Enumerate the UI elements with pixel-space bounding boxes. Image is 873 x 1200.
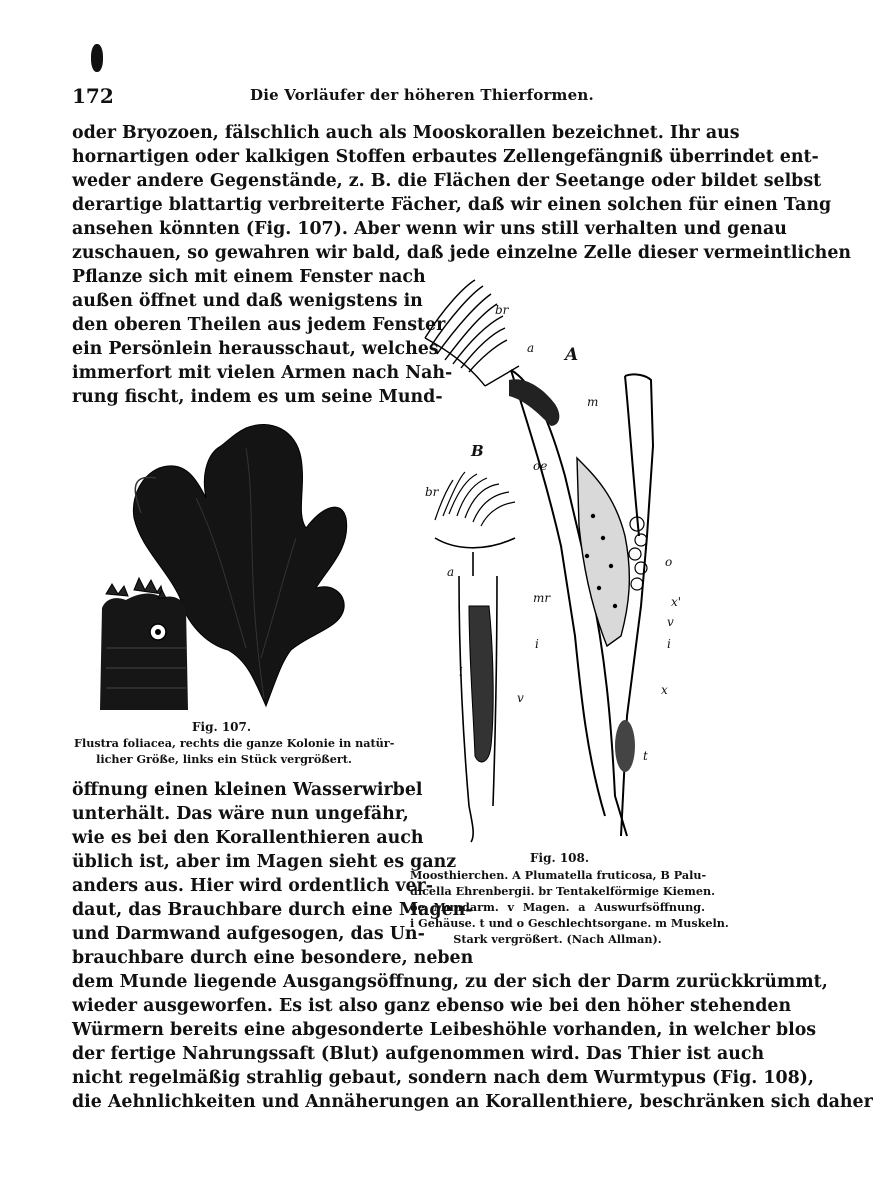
text-line: Pflanze sich mit einem Fenster nach xyxy=(72,267,426,287)
label-t: t xyxy=(643,749,648,763)
figure-107-illustration xyxy=(96,418,356,716)
figure-108-caption: oe Mundarm. v Magen. a Auswurfsöffnung. xyxy=(410,900,705,914)
label-i-a: i xyxy=(535,637,539,651)
figure-108-caption: dicella Ehrenbergii. br Tentakelförmige Kiemen. xyxy=(410,884,716,898)
text-line: hornartigen oder kalkigen Stoffen erbautes Zellengefängniß überrindet ent- xyxy=(72,147,819,167)
figure-107-caption: licher Größe, links ein Stück vergrößert. xyxy=(96,752,352,766)
text-line: ansehen könnten (Fig. 107). Aber wenn wir uns still verhalten und genau xyxy=(72,219,787,239)
label-a-a: a xyxy=(527,341,535,355)
text-line: dem Munde liegende Ausgangsöffnung, zu der sich der Darm zurückkrümmt, xyxy=(72,972,828,992)
text-line: den oberen Theilen aus jedem Fenster xyxy=(72,315,446,335)
text-line: und Darmwand aufgesogen, das Un- xyxy=(72,924,425,944)
text-line: immerfort mit vielen Armen nach Nah- xyxy=(72,363,453,383)
text-line: unterhält. Das wäre nun ungefähr, xyxy=(72,804,409,824)
plumatella-stomach xyxy=(577,458,629,646)
text-line: oder Bryozoen, fälschlich auch als Mooskorallen bezeichnet. Ihr aus xyxy=(72,123,740,143)
text-line: nicht regelmäßig strahlig gebaut, sondern nach dem Wurmtypus (Fig. 108), xyxy=(72,1068,814,1088)
text-line: öffnung einen kleinen Wasserwirbel xyxy=(72,780,423,800)
figure-108-caption: Stark vergrößert. (Nach Allman). xyxy=(453,932,662,946)
label-i-a2: i xyxy=(667,637,671,651)
text-line: ein Persönlein herausschaut, welches xyxy=(72,339,439,359)
text-line: der fertige Nahrungssaft (Blut) aufgenommen wird. Das Thier ist auch xyxy=(72,1044,765,1064)
text-line: wieder ausgeworfen. Es ist also ganz ebenso wie bei den höher stehenden xyxy=(72,996,792,1016)
plumatella-tentacle-crown xyxy=(425,280,519,386)
text-line: die Aehnlichkeiten und Annäherungen an Korallenthiere, beschränken sich daher xyxy=(72,1092,873,1112)
label-mr: mr xyxy=(533,591,551,605)
label-x: x xyxy=(661,683,668,697)
label-oe: oe xyxy=(533,459,548,473)
plumatella-testis xyxy=(615,720,635,772)
text-line: daut, das Brauchbare durch eine Magen- xyxy=(72,900,473,920)
label-x1: x' xyxy=(671,595,682,609)
label-m: m xyxy=(587,395,599,409)
label-br-b: br xyxy=(425,485,439,499)
label-v-a: v xyxy=(667,615,674,629)
label-i-b: i xyxy=(459,665,463,679)
figure-107-caption: Flustra foliacea, rechts die ganze Kolonie in natür- xyxy=(74,736,395,750)
ink-blot xyxy=(91,44,103,72)
flustra-magnified-piece xyxy=(100,578,188,710)
label-A: A xyxy=(565,345,579,365)
text-line: brauchbare durch eine besondere, neben xyxy=(72,948,474,968)
figure-108-caption: Moosthierchen. A Plumatella fruticosa, B Palu- xyxy=(410,868,707,882)
figure-108-illustration xyxy=(415,276,705,842)
paludicella-polyp xyxy=(435,472,515,842)
figure-107-number: Fig. 107. xyxy=(192,720,252,734)
text-line: derartige blattartig verbreiterte Fächer, daß wir einen solchen für einen Tang xyxy=(72,195,832,215)
text-line: zuschauen, so gewahren wir bald, daß jede einzelne Zelle dieser vermeintlichen xyxy=(72,243,852,263)
figure-108-caption: i Gehäuse. t und o Geschlechtsorgane. m Muskeln. xyxy=(410,916,729,930)
label-br-a: br xyxy=(495,303,509,317)
figure-108-number: Fig. 108. xyxy=(530,851,590,865)
page-number: 172 xyxy=(72,84,114,108)
label-o: o xyxy=(665,555,673,569)
text-line: Würmern bereits eine abgesonderte Leibeshöhle vorhanden, in welcher blos xyxy=(72,1020,817,1040)
label-a-b: a xyxy=(447,565,455,579)
text-line: anders aus. Hier wird ordentlich ver- xyxy=(72,876,433,896)
text-line: üblich ist, aber im Magen sieht es ganz xyxy=(72,852,457,872)
running-title: Die Vorläufer der höheren Thierformen. xyxy=(250,86,594,104)
text-line: außen öffnet und daß wenigstens in xyxy=(72,291,423,311)
text-line: wie es bei den Korallenthieren auch xyxy=(72,828,424,848)
label-v-b: v xyxy=(517,691,524,705)
text-line: weder andere Gegenstände, z. B. die Flächen der Seetange oder bildet selbst xyxy=(72,171,822,191)
label-B: B xyxy=(471,442,484,460)
text-line: rung fischt, indem es um seine Mund- xyxy=(72,387,443,407)
plumatella-muscle xyxy=(509,379,559,426)
